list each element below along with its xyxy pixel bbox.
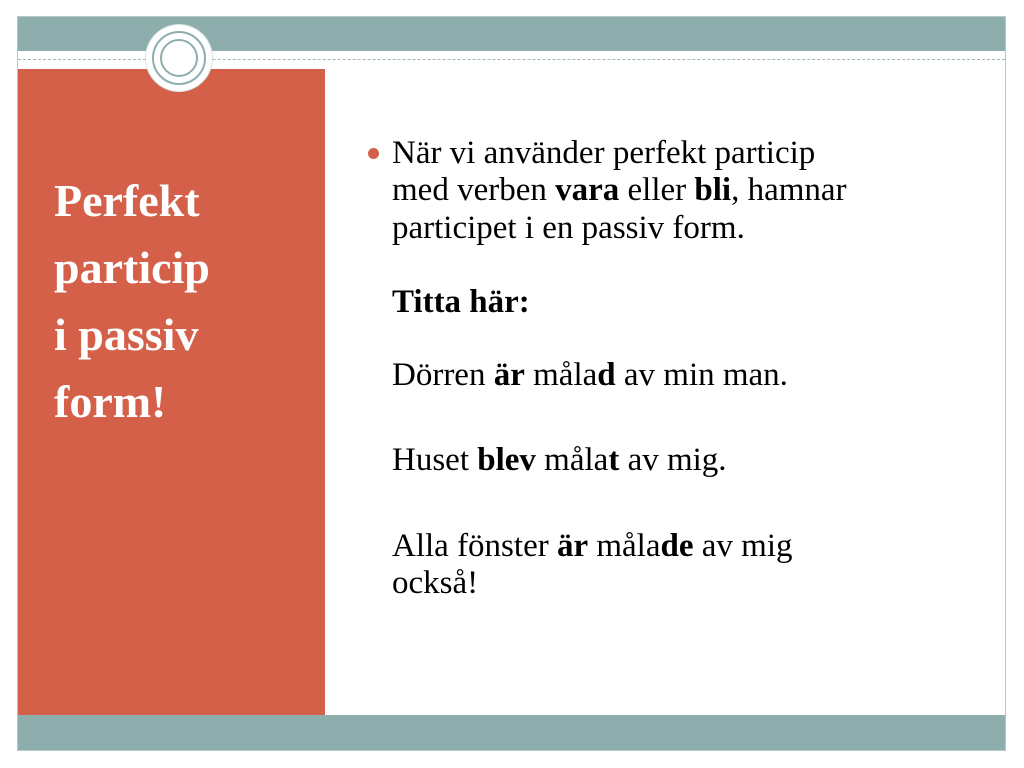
bullet-line-1: När vi använder perfekt particip	[392, 135, 816, 171]
text-run: , hamnar	[731, 172, 847, 209]
slide-body	[374, 135, 994, 602]
text-run: av mig.	[619, 442, 727, 479]
circle-ring-outer	[152, 31, 206, 85]
text-run: Dörren	[392, 357, 494, 394]
bold-word: är	[493, 357, 525, 394]
title-line: form!	[54, 376, 167, 428]
slide	[17, 16, 1006, 751]
title-line: i passiv	[54, 309, 199, 361]
circle-ring-inner	[160, 39, 198, 77]
bold-word: är	[556, 527, 589, 564]
bullet-line-3: participet i en passiv form.	[392, 209, 745, 246]
round-bullet-icon	[368, 148, 379, 159]
example-sentence-3	[392, 528, 994, 603]
text-run: Alla fönster	[392, 527, 557, 564]
bold-word-bli: bli	[694, 172, 732, 209]
bold-word: blev	[477, 442, 536, 479]
text-run: av mig	[693, 527, 793, 564]
bold-word-vara: vara	[555, 172, 620, 209]
text-run: måla	[588, 527, 661, 564]
text-run: med verben	[392, 172, 556, 209]
text-run: Huset	[392, 442, 478, 479]
example-sentence-2	[392, 442, 994, 479]
titta-heading: Titta här:	[392, 283, 530, 320]
bold-ending: de	[660, 527, 694, 564]
text-run: måla	[535, 442, 609, 479]
bullet-item	[374, 135, 994, 602]
bullet-text	[392, 135, 994, 247]
bold-ending: t	[608, 442, 620, 479]
text-run: eller	[619, 172, 695, 209]
text-run: av min man.	[615, 357, 788, 394]
title-panel	[18, 69, 325, 715]
text-run: måla	[524, 357, 598, 394]
bold-ending: d	[597, 357, 616, 394]
concentric-circles-icon	[146, 25, 212, 91]
text-run: också!	[392, 564, 479, 601]
example-sentence-1	[392, 357, 994, 394]
bottom-band	[18, 715, 1005, 750]
title-line: particip	[54, 242, 210, 294]
slide-title	[54, 167, 314, 436]
title-line: Perfekt	[54, 175, 200, 226]
bullet-line-2	[392, 172, 994, 209]
